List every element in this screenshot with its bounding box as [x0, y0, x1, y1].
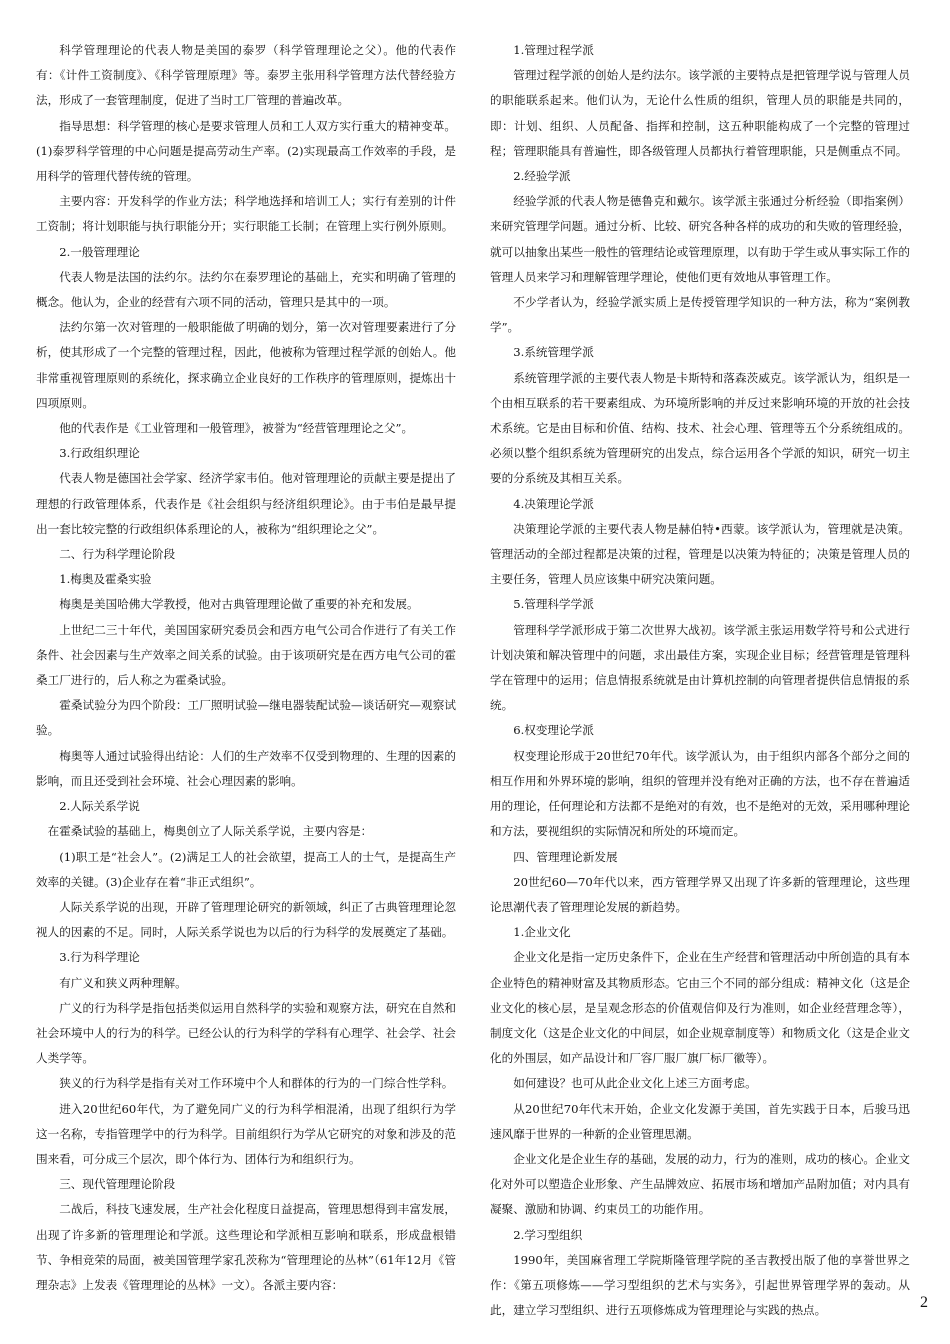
paragraph: 代表人物是德国社会学家、经济学家韦伯。他对管理理论的贡献主要是提出了理想的行政管理体系，代表作是《社会组织与经济组织理论》。由于韦伯是最早提出一套比较完整的行政组织体系理论的人，被称为“组织理论之父”。 — [36, 471, 456, 536]
paragraph: 人际关系学说的出现，开辟了管理理论研究的新领域，纠正了古典管理理论忽视人的因素的不足。同时，人际关系学说也为以后的行为科学的发展奠定了基础。 — [36, 899, 456, 940]
paragraph: 决策理论学派的主要代表人物是赫伯特•西蒙。该学派认为，管理就是决策。管理活动的全部过程都是决策的过程，管理是以决策为特征的；决策是管理人员的主要任务，管理人员应该集中研究决策问题。 — [490, 521, 910, 587]
paragraph: 企业文化是企业生存的基础，发展的动力，行为的准则，成功的核心。企业文化对外可以塑造企业形象、产生品牌效应、拓展市场和增加产品附加值；对内具有凝聚、激励和协调、约束员工的功能作用。 — [490, 1151, 910, 1217]
paragraph: 狭义的行为科学是指有关对工作环境中个人和群体的行为的一门综合性学科。 — [59, 1076, 454, 1091]
paragraph: 权变理论形成于20世纪70年代。该学派认为，由于组织内部各个部分之间的相互作用和外界环境的影响，组织的管理并没有绝对正确的方法，也不存在普遍适用的理论，任何理论和方法都不是绝对的有效，也不是绝对的无效，采用哪种理论和方法，要视组织的实际情况和所处的环境而定。 — [490, 748, 910, 839]
section-heading: 4.决策理论学派 — [513, 496, 594, 511]
paragraph: 企业文化是指一定历史条件下，企业在生产经营和管理活动中所创造的具有本企业特色的精神财富及其物质形态。它由三个不同的部分组成：精神文化（这是企业文化的核心层，是呈观念形态的价值观信仰及行为准则，如企业经营理念等），制度文化（这是企业文化的中间层，如企业规章制度等）和物质文化（这是企业文化的外围层，如产品设计和厂容厂服厂旗厂标厂徽等）。 — [490, 950, 910, 1066]
paragraph: 霍桑试验分为四个阶段：工厂照明试验—继电器装配试验—谈话研究—观察试验。 — [36, 698, 456, 738]
section-heading: 6.权变理论学派 — [513, 723, 594, 738]
section-heading: 四、管理理论新发展 — [513, 849, 618, 864]
section-heading: 二、行为科学理论阶段 — [59, 547, 176, 562]
section-heading: 1.梅奥及霍桑实验 — [59, 572, 152, 587]
paragraph: 指导思想：科学管理的核心是要求管理人员和工人双方实行重大的精神变革。(1)泰罗科学管理的中心问题是提高劳动生产率。(2)实现最高工作效率的手段，是用科学的管理代替传统的管理。 — [36, 118, 456, 184]
paragraph: 上世纪二三十年代，美国国家研究委员会和西方电气公司合作进行了有关工作条件、社会因素与生产效率之间关系的试验。由于该项研究是在西方电气公司的霍桑工厂进行的，后人称之为霍桑试验。 — [36, 622, 456, 688]
paragraph: 二战后，科技飞速发展，生产社会化程度日益提高，管理思想得到丰富发展，出现了许多新的管理理论和学派。这些理论和学派相互影响和联系，形成盘根错节、争相竞荣的局面，被美国管理学家孔茨称为“管理理论的丛林”（61年12月《管理杂志》上发表《管理理论的丛林》一文）。各派主要内容： — [36, 1202, 456, 1292]
paragraph: 主要内容：开发科学的作业方法；科学地选择和培训工人；实行有差别的计件工资制；将计划职能与执行职能分开；实行职能工长制；在管理上实行例外原则。 — [36, 194, 456, 234]
section-heading: 1.企业文化 — [513, 925, 571, 940]
paragraph: 从20世纪70年代末开始，企业文化发源于美国，首先实践于日本，后骏马迅速风靡于世界的一种新的企业管理思潮。 — [490, 1101, 910, 1141]
paragraph: 在霍桑试验的基础上，梅奥创立了人际关系学说，主要内容是： — [47, 824, 373, 839]
paragraph: 1990年，美国麻省理工学院斯隆管理学院的圣吉教授出版了他的享誉世界之作：《第五项修炼——学习型组织的艺术与实务》，引起世界管理学界的轰动。从此，建立学习型组织、进行五项修炼成为管理理论与实践的热点。 — [490, 1252, 910, 1318]
paragraph: 他的代表作是《工业管理和一般管理》，被誉为“经营管理理论之父”。 — [59, 421, 414, 436]
section-heading: 2.学习型组织 — [513, 1227, 583, 1242]
paragraph: (1)职工是“社会人”。(2)满足工人的社会欲望，提高工人的士气，是提高生产效率的关键。(3)企业存在着“非正式组织”。 — [36, 849, 456, 889]
paragraph: 不少学者认为，经验学派实质上是传授管理学知识的一种方法，称为“案例教学”。 — [490, 295, 910, 335]
left-column — [36, 38, 456, 1298]
paragraph: 如何建设？也可从此企业文化上述三方面考虑。 — [513, 1076, 757, 1091]
section-heading: 2.人际关系学说 — [59, 799, 140, 814]
paragraph: 管理过程学派的创始人是约法尔。该学派的主要特点是把管理学说与管理人员的职能联系起来。他们认为，无论什么性质的组织，管理人员的职能是共同的，即：计划、组织、人员配备、指挥和控制，这五种职能构成了一个完整的管理过程；管理职能具有普遍性，即各级管理人员都执行着管理职能，只是侧重点不同。 — [490, 68, 910, 158]
section-heading: 5.管理科学学派 — [513, 597, 594, 612]
paragraph: 代表人物是法国的法约尔。法约尔在泰罗理论的基础上，充实和明确了管理的概念。他认为，企业的经营有六项不同的活动，管理只是其中的一项。 — [36, 269, 456, 310]
section-heading: 2.经验学派 — [513, 169, 571, 184]
paragraph: 进入20世纪60年代，为了避免同广义的行为科学相混淆，出现了组织行为学这一名称，专指管理学中的行为科学。目前组织行为学从它研究的对象和涉及的范围来看，可分成三个层次，即个体行为、团体行为和组织行为。 — [36, 1101, 456, 1166]
right-column — [490, 38, 910, 1323]
page-number: 2 — [920, 1294, 928, 1311]
paragraph: 有广义和狭义两种理解。 — [59, 975, 187, 990]
section-heading: 3.行为科学理论 — [59, 950, 140, 965]
paragraph: 20世纪60—70年代以来，西方管理学界又出现了许多新的管理理论，这些理论思潮代表了管理理论发展的新趋势。 — [490, 874, 910, 914]
section-heading: 3.行政组织理论 — [59, 446, 140, 461]
paragraph: 梅奥是美国哈佛大学教授，他对古典管理理论做了重要的补充和发展。 — [59, 597, 419, 612]
section-heading: 3.系统管理学派 — [513, 345, 594, 360]
section-heading: 2.一般管理理论 — [59, 244, 140, 259]
paragraph: 经验学派的代表人物是德鲁克和戴尔。该学派主张通过分析经验（即指案例）来研究管理学问题。通过分析、比较、研究各种各样的成功的和失败的管理经验，就可以抽象出某些一般性的管理结论或管理原理，以有助于学生或从事实际工作的管理人员来学习和理解管理学理论，使他们更有效地从事管理工作。 — [490, 194, 910, 284]
paragraph: 系统管理学派的主要代表人物是卡斯特和落森茨威克。该学派认为，组织是一个由相互联系的若干要素组成、为环境所影响的并反过来影响环境的开放的社会技术系统。它是由目标和价值、结构、技术、社会心理、管理等五个分系统组成的。必须以整个组织系统为管理研究的出发点，综合运用各个学派的知识，研究一切主要的分系统及其相互关系。 — [490, 370, 910, 486]
section-heading: 1.管理过程学派 — [513, 43, 594, 57]
paragraph: 广义的行为科学是指包括类似运用自然科学的实验和观察方法，研究在自然和社会环境中人的行为的科学。已经公认的行为科学的学科有心理学、社会学、社会人类学等。 — [36, 1000, 456, 1066]
paragraph: 科学管理理论的代表人物是美国的泰罗（科学管理理论之父）。他的代表作有：《计件工资制度》、《科学管理原理》等。泰罗主张用科学管理方法代替经验方法，形成了一套管理制度，促进了当时工厂管理的普遍改革。 — [36, 43, 456, 108]
paragraph: 法约尔第一次对管理的一般职能做了明确的划分，第一次对管理要素进行了分析，使其形成了一个完整的管理过程，因此，他被称为管理过程学派的创始人。他非常重视管理原则的系统化，探求确立企业良好的工作秩序的管理原则，提炼出十四项原则。 — [36, 320, 456, 410]
paragraph: 梅奥等人通过试验得出结论：人们的生产效率不仅受到物理的、生理的因素的影响，而且还受到社会环境、社会心理因素的影响。 — [36, 748, 456, 788]
paragraph: 管理科学学派形成于第二次世界大战初。该学派主张运用数学符号和公式进行计划决策和解决管理中的问题，求出最佳方案，实现企业目标；经营管理是管理科学在管理中的运用；信息情报系统就是由计算机控制的向管理者提供信息情报的系统。 — [490, 622, 910, 713]
section-heading: 三、现代管理理论阶段 — [59, 1177, 176, 1192]
